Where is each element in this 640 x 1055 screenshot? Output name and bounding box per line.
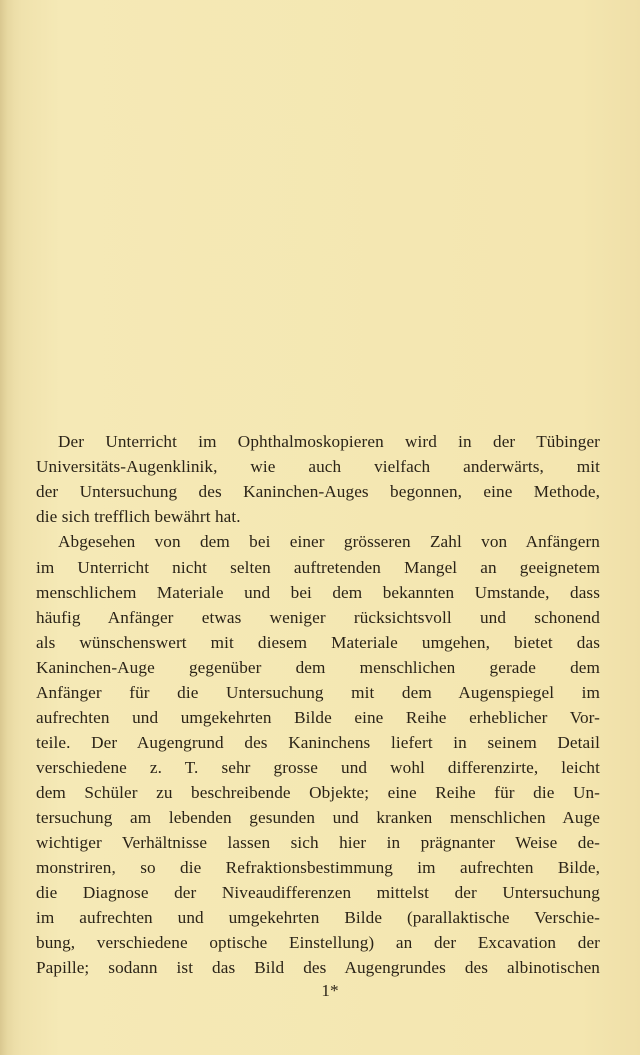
text-line: die sich trefflich bewährt hat.	[36, 507, 241, 526]
text-line: dem Schüler zu beschreibende Objekte; eine Reihe für die Un-	[36, 783, 600, 802]
text-line: wichtiger Verhältnisse lassen sich hier in prägnanter Weise de-	[36, 833, 600, 852]
text-line: die Diagnose der Niveaudifferenzen mittelst der Untersuchung	[36, 883, 600, 902]
page-number: 1*	[321, 981, 339, 1000]
text-line: bung, verschiedene optische Einstellung) an der Excavation der	[36, 933, 600, 952]
text-line: als wünschenswert mit diesem Materiale umgehen, bietet das	[36, 633, 600, 652]
text-line: der Untersuchung des Kaninchen-Auges begonnen, eine Methode,	[36, 482, 600, 501]
text-line: im Unterricht nicht selten auftretenden Mangel an geeignetem	[36, 558, 600, 577]
text-line: monstriren, so die Refraktionsbestimmung im aufrechten Bilde,	[36, 858, 600, 877]
text-line: Universitäts-Augenklinik, wie auch vielfach anderwärts, mit	[36, 457, 600, 476]
text-line: menschlichem Materiale und bei dem bekannten Umstande, dass	[36, 583, 600, 602]
text-line: Abgesehen von dem bei einer grösseren Zahl von Anfängern	[58, 532, 600, 551]
text-line: Kaninchen-Auge gegenüber dem menschlichen gerade dem	[36, 658, 600, 677]
text-line: Der Unterricht im Ophthalmoskopieren wird in der Tübinger	[58, 432, 600, 451]
text-line: Anfänger für die Untersuchung mit dem Augenspiegel im	[36, 683, 600, 702]
text-line: im aufrechten und umgekehrten Bilde (parallaktische Verschie-	[36, 908, 600, 927]
text-line: aufrechten und umgekehrten Bilde eine Reihe erheblicher Vor-	[36, 708, 600, 727]
text-line: häufig Anfänger etwas weniger rücksichtsvoll und schonend	[36, 608, 600, 627]
text-line: tersuchung am lebenden gesunden und kranken menschlichen Auge	[36, 808, 600, 827]
text-line: Papille; sodann ist das Bild des Augengrundes des albinotischen	[36, 958, 600, 977]
text-line: teile. Der Augengrund des Kaninchens liefert in seinem Detail	[36, 733, 600, 752]
text-line: verschiedene z. T. sehr grosse und wohl differenzirte, leicht	[36, 758, 600, 777]
